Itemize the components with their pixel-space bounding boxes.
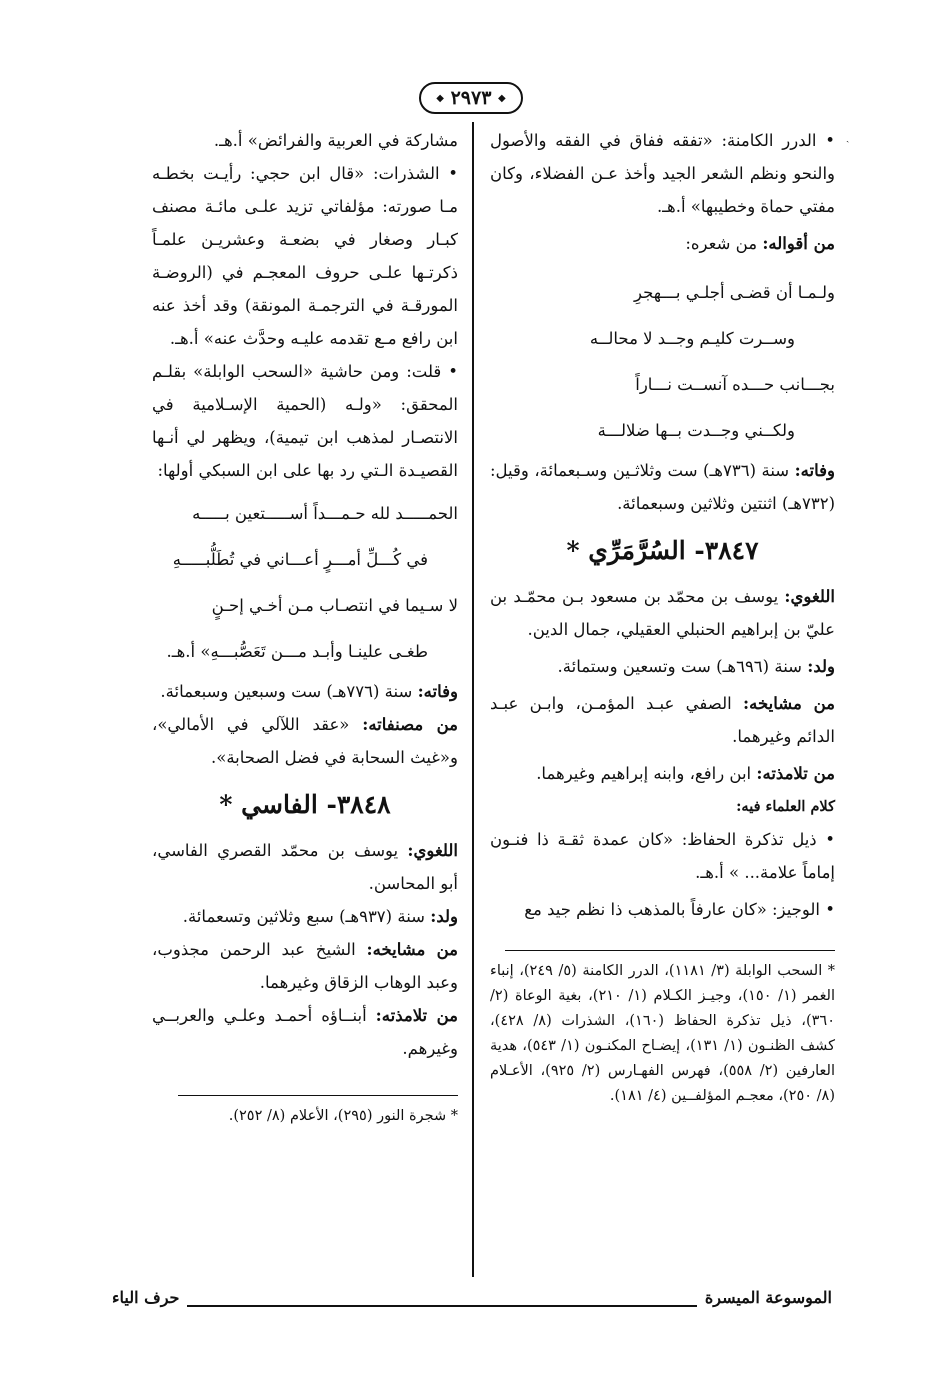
lughawi-label: اللغوي: [784, 587, 835, 606]
verse-line: في كُـــلِّ أمـــرٍ أعـــاني في تُطَلُّبـــــهِ [172, 550, 428, 569]
sayings-line [490, 227, 835, 260]
paragraph: • الدرر الكامنة: «تفقه ففاق في الفقه والأصول والنحو ونظم الشعر الجيد وأخذ عـن الفضلاء، وكان مفتي حماة وخطيبها» أ.هـ. [490, 131, 835, 216]
left-column [152, 124, 458, 1129]
footnote: * شجرة النور (٢٩٥)، الأعلام (٨/ ٢٥٢). [228, 1108, 458, 1124]
born-text: سنة (٩٣٧هـ) سبع وثلاثين وتسعمائة. [182, 907, 431, 926]
ornament-right: ◆ [498, 93, 506, 104]
works-label: من مصنفاته: [362, 715, 458, 734]
paragraph: • قلت: ومن حاشية «السحب الوابلة» بقلـم المحقق: «ولـه (الحمية الإسـلامية في الانتصـار لمذهب ابن تيمية)، ويظهر لي أنـها القصيـدة الـتي رد بها على ابن السبكي أولها: [152, 362, 458, 480]
verse-line: وســرت كليـم وجــد لا محالــه [589, 329, 795, 348]
lughawi-label: اللغوي: [407, 841, 458, 860]
entry-heading: ٣٨٤٧- السُرَّمَرِّي * [566, 536, 759, 565]
death-line [490, 454, 835, 520]
students-label: من تلامذته: [756, 764, 835, 783]
students-line [490, 757, 835, 790]
verse-line: بجـــانب حـــده آنســت نـــاراً [635, 375, 835, 394]
ornament-left: ◆ [436, 93, 444, 104]
shaykhs-text: الصفي عبـد المؤمـن، وابـن عبـد الدائم وغيرهما. [490, 694, 835, 746]
column-divider [472, 122, 474, 1277]
verse-line: لا سـيما في انتصـاب مـن أخـي إحـنٍ [211, 596, 458, 615]
verse-line: طغـى علينـا وأبـد مـــن تَعَصُّبـــهِ» أ.هـ. [166, 642, 428, 661]
book-title: الموسوعة الميسرة [697, 1288, 832, 1307]
verse-line: الحمـــــد لله حـمـــداً أســـــتعين بـــــه [192, 504, 458, 523]
born-text: سنة (٦٩٦هـ) ست وتسعين وستمائة. [557, 657, 808, 676]
shaykhs-label: من مشايخه: [366, 940, 458, 959]
death-label: وفاته: [794, 461, 835, 480]
section-title: حرف الياء [112, 1288, 187, 1307]
paragraph: • الوجيز: «كان عارفاً بالمذهب ذا نظم جيد مع [524, 900, 835, 919]
death-text: سنة (٧٧٦هـ) ست وسبعين وسبعمائة. [160, 682, 418, 701]
scholars-label: كلام العلماء فيه: [736, 798, 835, 815]
death-line [152, 675, 458, 708]
verse-line: ولـمـا أن قضـى أجلـي بـــهجرِ [634, 283, 835, 302]
born-label: ولد: [430, 907, 458, 926]
shaykhs-label: من مشايخه: [743, 694, 835, 713]
students-text: أبنــاؤه أحمـد وعلـي والعربــي وغيرهم. [152, 1006, 458, 1058]
page-number-text: ٢٩٧٣ [450, 87, 492, 109]
sayings-text: من شعره: [685, 234, 763, 253]
lughawi-line [152, 834, 458, 900]
students-text: ابن رافع، وابنه إبراهيم وغيرهما. [536, 764, 757, 783]
shaykhs-text: الشيخ عبد الرحمن مجذوب، وعبد الوهاب الزقاق وغيرهما. [152, 940, 458, 992]
shaykhs-line [490, 687, 835, 753]
born-line [152, 900, 458, 933]
paragraph: • ذيل تذكرة الحفاظ: «كان عمدة ثقـة ذا فنـون إماماً علامة... » أ.هـ. [490, 830, 835, 882]
death-label: وفاته: [417, 682, 458, 701]
entry-heading: ٣٨٤٨- الفاسي * [219, 790, 391, 819]
death-text: سنة (٧٣٦هـ) ست وثلاثـين وسـبعمائة، وقيل: (٧٣٢هـ) اثنتين وثلاثين وسبعمائة. [490, 461, 835, 513]
verse-line: ولكــني وجــدت بــها ضلالـــة [597, 421, 795, 440]
paragraph: مشاركة في العربية والفرائض» أ.هـ. [213, 131, 458, 150]
works-text: «عقد اللآلي في الأمالي»، و«غيث السحابة في فضل الصحابة». [152, 715, 458, 767]
born-label: ولد: [807, 657, 835, 676]
right-column [490, 124, 835, 1109]
students-label: من تلامذته: [375, 1006, 459, 1025]
lughawi-text: يوسف بن محمّد بن مسعود بـن محمّـد بن عليّ بن إبراهيم الحنبلي العقيلي، جمال الدين. [490, 587, 835, 639]
born-line [490, 650, 835, 683]
paragraph: • الشذرات: «قال ابن حجي: رأيـت بخطـه مـا صورته: مؤلفاتي تزيد علـى مائـة مصنف كبـار وصغار في بضعـة وعشريـن علمـاً ذكرتـها علـى حروف المعجـم في (الروضـة المورقـة في الترجمـة المونقة) وقد أخذ عنه ابن رافع مـع تقدمه عليـه وحدَّث عنه» أ.هـ. [152, 164, 458, 348]
sayings-label: من أقواله: [762, 234, 835, 253]
page-number [419, 82, 523, 114]
lughawi-line [490, 580, 835, 646]
students-line [152, 999, 458, 1065]
footnote-rule [505, 950, 835, 951]
works-line [152, 708, 458, 774]
lughawi-text: يوسف بن محمّد القصري الفاسي، أبو المحاسن. [152, 841, 458, 893]
shaykhs-line [152, 933, 458, 999]
footnote-rule [178, 1095, 458, 1096]
footnote: * السحب الوابلة (٣/ ١١٨١)، الدرر الكامنة (٥/ ٢٤٩)، إنباء الغمر (١/ ١٥٠)، وجيـز الكـلام (١/ ٢١٠)، بغية الوعاة (٢/ ٣٦٠)، ذيل تذكرة الحفاظ (١٦٠)، الشذرات (٨/ ٤٢٨)، كشف الظنـون (١/ ١٣١)، إيضـاح المكنـون (١/ ٥٤٣)، هدية العارفين (٢/ ٥٥٨)، فهرس الفهـارس (٢/ ٩٢٥)، الأعـلام (٨/ ٢٥٠)، معجـم المؤلفــين (٤/ ١٨١). [490, 963, 836, 1104]
corner-mark: ˎ [846, 132, 850, 143]
